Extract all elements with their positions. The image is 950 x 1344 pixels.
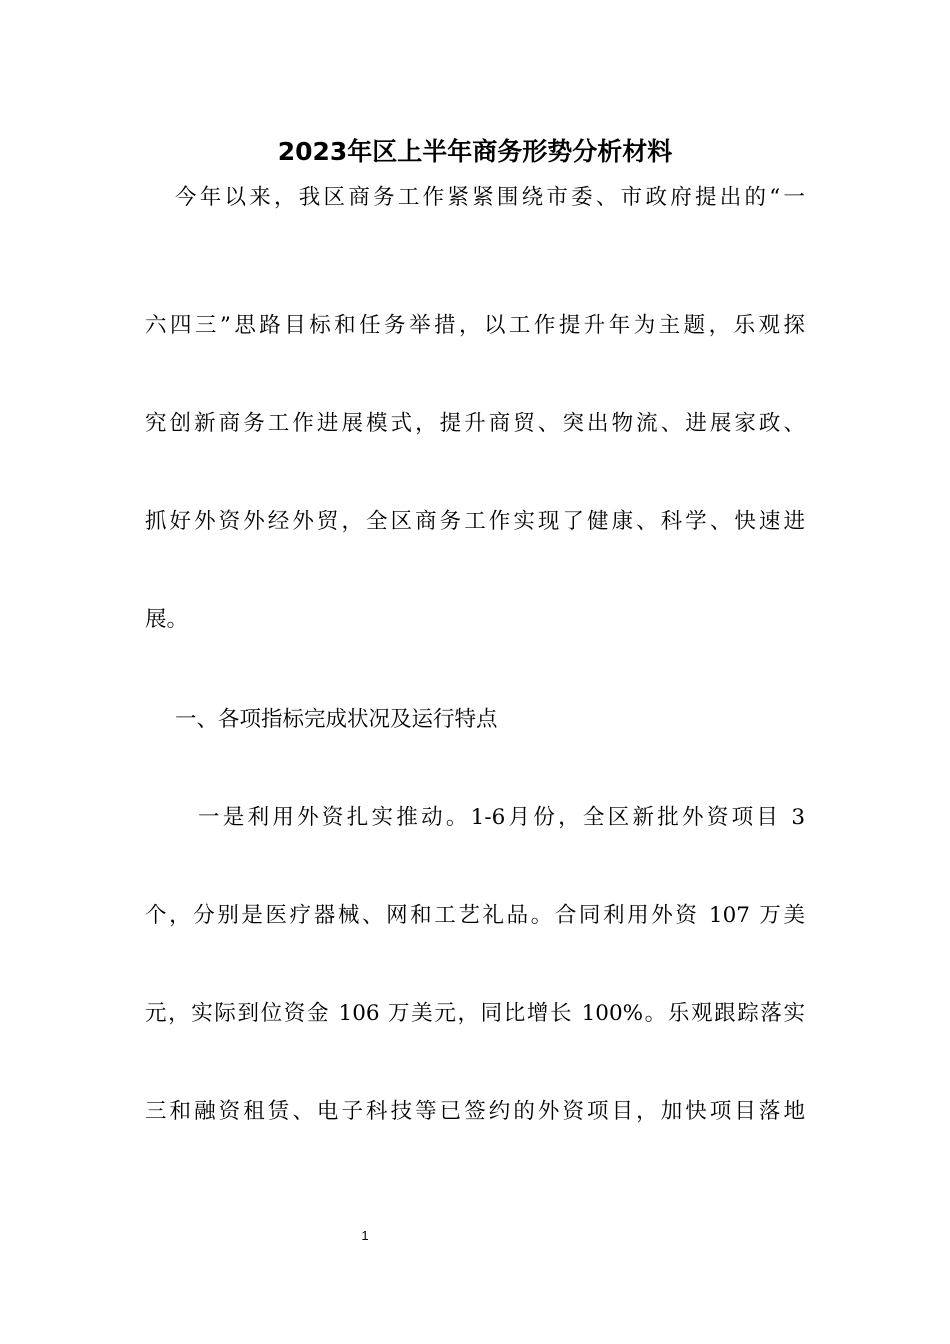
document-title: 2023年区上半年商务形势分析材料 bbox=[277, 137, 673, 166]
paragraph-line: 元，实际到位资金 106 万美元，同比增长 100%。乐观跟踪落实 bbox=[145, 1001, 805, 1026]
paragraph-line: 今年以来，我区商务工作紧紧围绕市委、市政府提出的“一 bbox=[175, 185, 805, 210]
paragraph-line: 六四三”思路目标和任务举措，以工作提升年为主题，乐观探 bbox=[145, 313, 805, 338]
paragraph-line: 究创新商务工作进展模式，提升商贸、突出物流、进展家政、 bbox=[145, 411, 805, 436]
section-heading: 一、各项指标完成状况及运行特点 bbox=[175, 707, 498, 732]
page-number: 1 bbox=[361, 1228, 369, 1243]
paragraph-line: 个，分别是医疗器械、网和工艺礼品。合同利用外资 107 万美 bbox=[145, 903, 805, 928]
paragraph-line: 一是利用外资扎实推动。1-6月份，全区新批外资项目 3 bbox=[198, 805, 805, 830]
paragraph-line: 展。 bbox=[145, 607, 189, 632]
paragraph-line: 三和融资租赁、电子科技等已签约的外资项目，加快项目落地 bbox=[145, 1099, 805, 1124]
paragraph-line: 抓好外资外经外贸，全区商务工作实现了健康、科学、快速进 bbox=[145, 509, 805, 534]
